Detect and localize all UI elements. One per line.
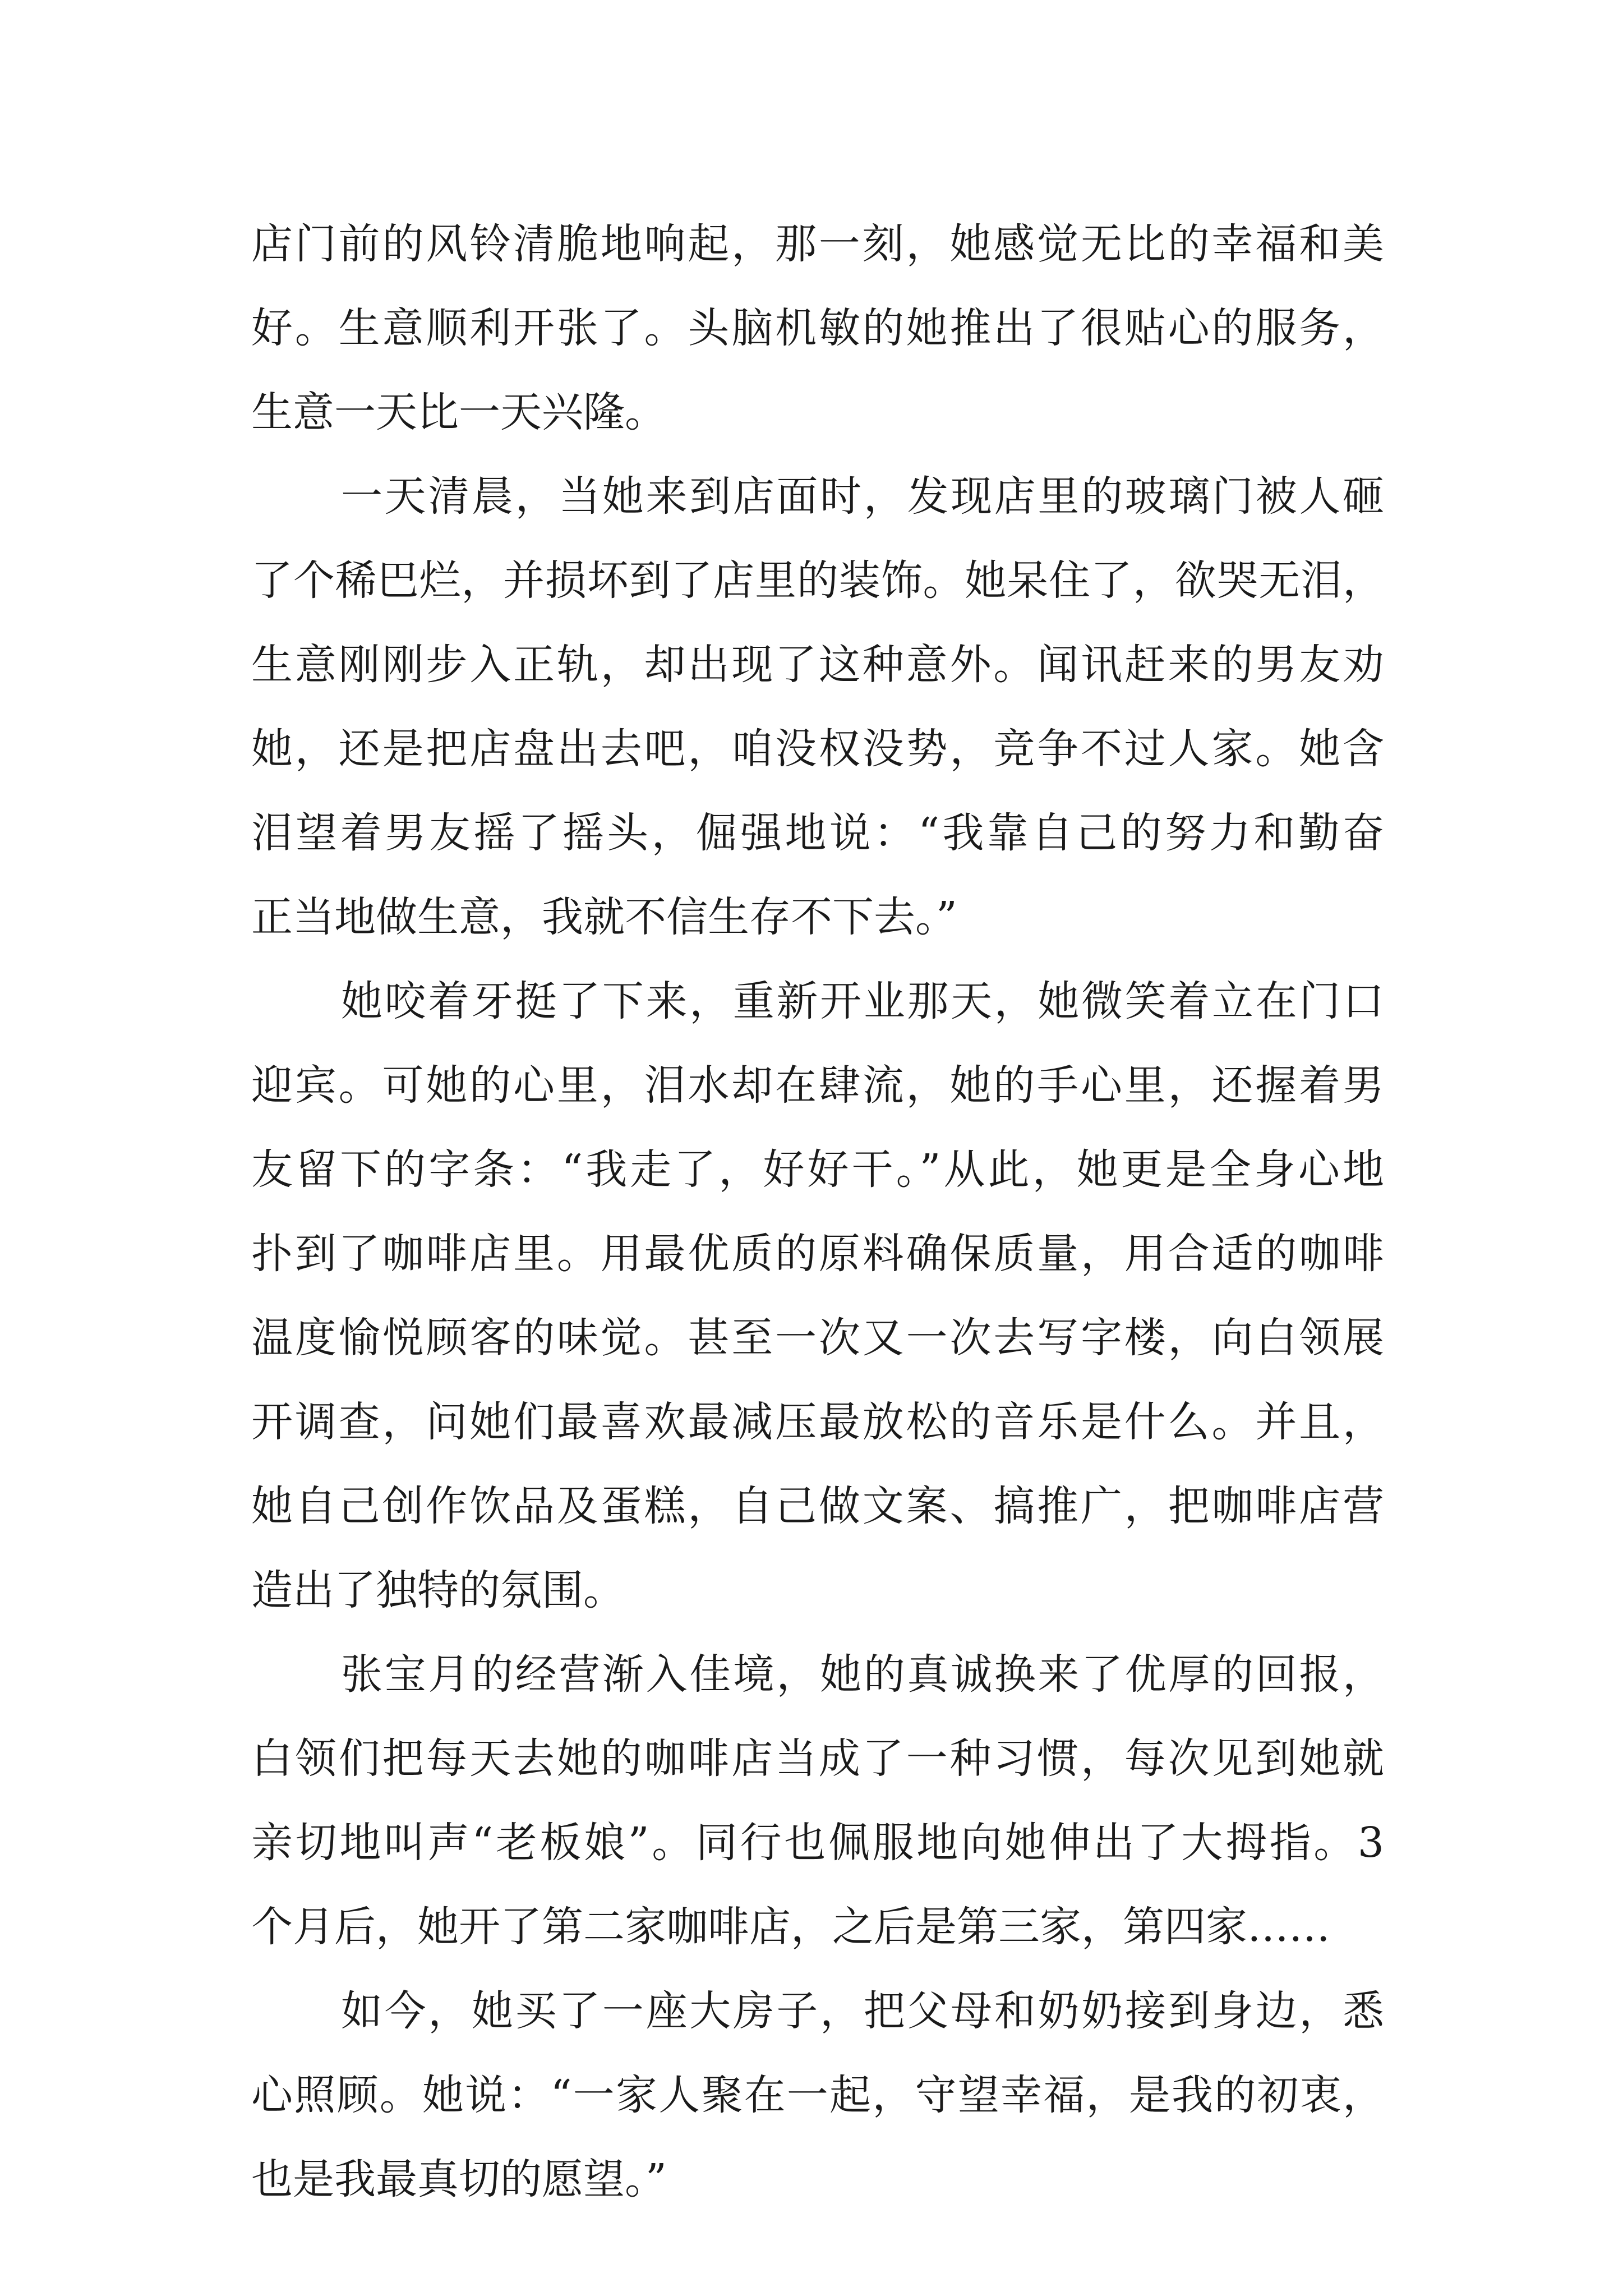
text-line: 友留下的字条：“我走了，好好干。”从此，她更是全身心地 — [251, 1145, 1384, 1194]
text-line: 了个稀巴烂，并损坏到了店里的装饰。她呆住了，欲哭无泪， — [251, 556, 1384, 605]
text-line: 个月后，她开了第二家咖啡店，之后是第三家，第四家…… — [251, 1903, 1330, 1951]
text-line: 如今，她买了一座大房子，把父母和奶奶接到身边，悉 — [341, 1987, 1384, 2035]
paragraph — [251, 959, 1384, 1632]
text-line: 泪望着男友摇了摇头，倔强地说：“我靠自己的努力和勤奋 — [251, 809, 1384, 857]
article-body — [251, 202, 1384, 2221]
paragraph — [251, 454, 1384, 959]
text-line: 生意一天比一天兴隆。 — [251, 388, 666, 436]
text-line: 也是我最真切的愿望。” — [251, 2155, 667, 2203]
text-line: 正当地做生意，我就不信生存不下去。” — [251, 893, 957, 941]
paragraph — [251, 202, 1384, 454]
text-line: 亲切地叫声“老板娘”。同行也佩服地向她伸出了大拇指。3 — [251, 1819, 1384, 1867]
text-line: 店门前的风铃清脆地响起，那一刻，她感觉无比的幸福和美 — [251, 220, 1384, 268]
text-line: 她咬着牙挺了下来，重新开业那天，她微笑着立在门口 — [341, 977, 1384, 1025]
text-line: 开调查，问她们最喜欢最减压最放松的音乐是什么。并且， — [251, 1398, 1384, 1446]
text-line: 她自己创作饮品及蛋糕，自己做文案、搞推广，把咖啡店营 — [251, 1482, 1384, 1530]
paragraph — [251, 1969, 1384, 2221]
text-line: 张宝月的经营渐入佳境，她的真诚换来了优厚的回报， — [341, 1650, 1384, 1699]
text-line: 温度愉悦顾客的味觉。甚至一次又一次去写字楼，向白领展 — [251, 1314, 1384, 1362]
text-line: 心照顾。她说：“一家人聚在一起，守望幸福，是我的初衷， — [251, 2071, 1384, 2119]
text-line: 造出了独特的氛围。 — [251, 1566, 625, 1614]
text-line: 迎宾。可她的心里，泪水却在肆流，她的手心里，还握着男 — [251, 1061, 1384, 1110]
text-line: 生意刚刚步入正轨，却出现了这种意外。闻讯赶来的男友劝 — [251, 641, 1384, 689]
text-line: 她，还是把店盘出去吧，咱没权没势，竞争不过人家。她含 — [251, 725, 1384, 773]
text-line: 白领们把每天去她的咖啡店当成了一种习惯，每次见到她就 — [251, 1734, 1384, 1783]
text-line: 扑到了咖啡店里。用最优质的原料确保质量，用合适的咖啡 — [251, 1230, 1384, 1278]
text-line: 一天清晨，当她来到店面时，发现店里的玻璃门被人砸 — [341, 472, 1384, 521]
text-line: 好。生意顺利开张了。头脑机敏的她推出了很贴心的服务， — [251, 304, 1384, 352]
paragraph — [251, 1632, 1384, 1969]
